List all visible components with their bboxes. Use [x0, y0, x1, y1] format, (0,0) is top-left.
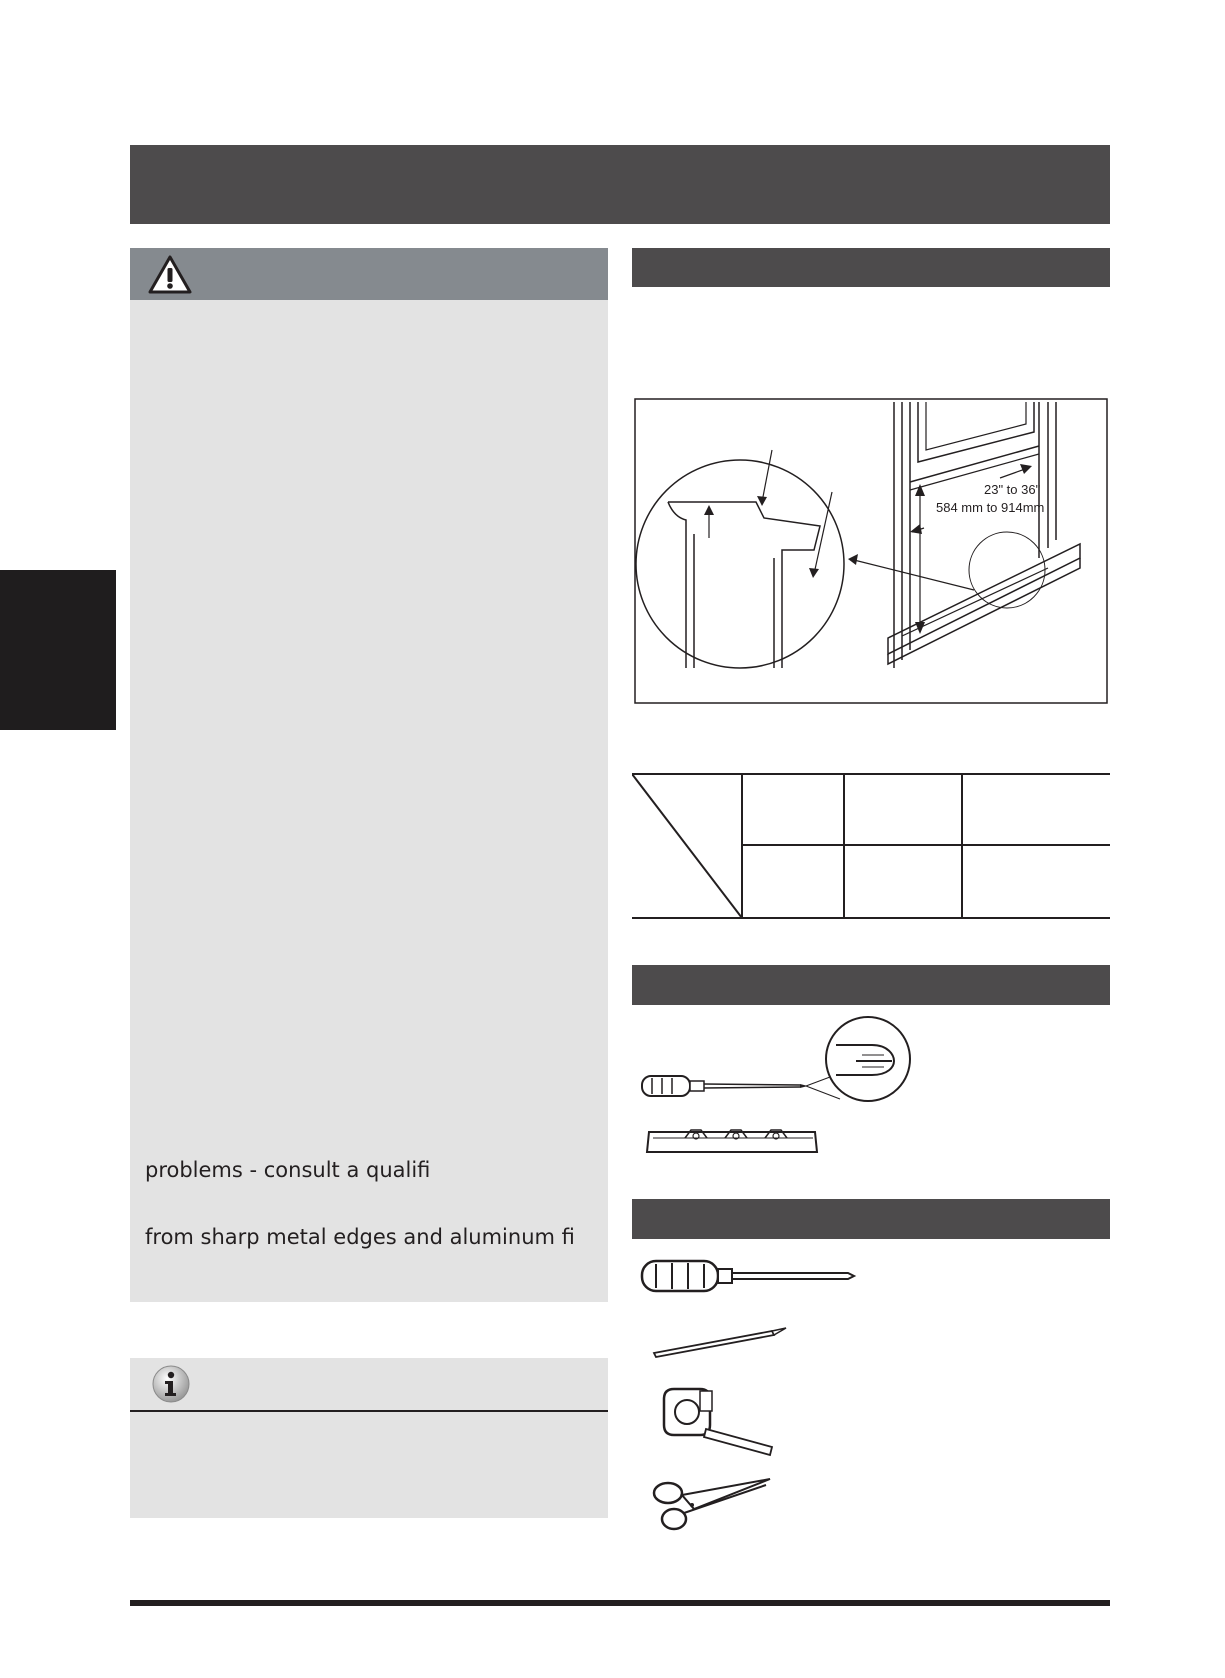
note-panel	[130, 1358, 608, 1518]
footer-rule	[130, 1600, 1110, 1606]
page-header-bar	[130, 145, 1110, 224]
info-icon	[151, 1364, 191, 1404]
side-chapter-tab	[0, 570, 116, 730]
warning-panel-header	[130, 248, 608, 300]
section-header-tools-needed	[632, 1199, 1110, 1239]
section-header-window-requirements	[632, 248, 1110, 287]
scissors-icon	[648, 1475, 774, 1535]
tape-measure-icon	[658, 1385, 778, 1461]
warning-text-line-1: problems - consult a qualifi	[145, 1158, 431, 1182]
window-size-table	[632, 773, 1110, 921]
phillips-screwdriver-detail	[640, 1015, 920, 1110]
mounting-rail-part	[645, 1124, 821, 1158]
warning-panel	[130, 248, 608, 1302]
dimension-label-metric: 584 mm to 914mm	[936, 500, 1045, 515]
window-installation-diagram	[634, 398, 1108, 704]
note-divider	[130, 1410, 608, 1412]
dimension-label-imperial: 23" to 36"	[984, 482, 1041, 497]
warning-text-line-2: from sharp metal edges and aluminum fi	[145, 1225, 575, 1249]
warning-triangle-icon	[147, 254, 193, 296]
pencil-icon	[652, 1325, 788, 1361]
flathead-screwdriver-icon	[640, 1255, 860, 1297]
section-header-parts-supplied	[632, 965, 1110, 1005]
